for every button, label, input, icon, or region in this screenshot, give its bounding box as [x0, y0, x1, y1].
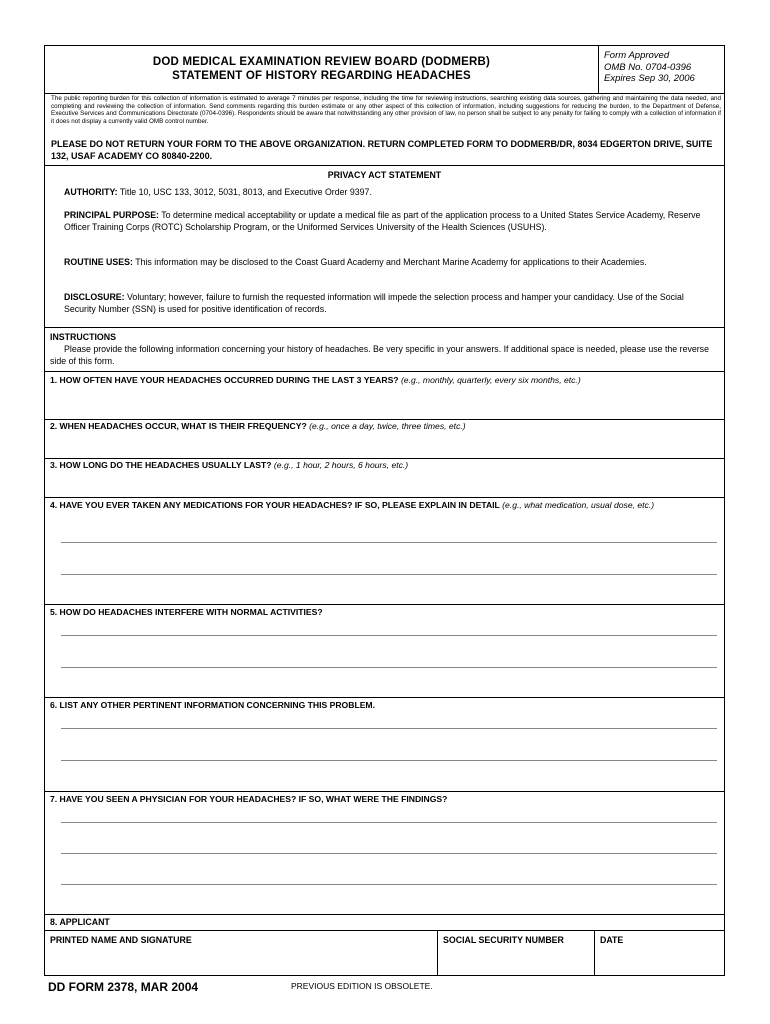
divider [45, 697, 724, 698]
routine-label: ROUTINE USES: [64, 257, 133, 267]
omb-number: OMB No. 0704-0396 [604, 61, 692, 73]
question-7: 7. HAVE YOU SEEN A PHYSICIAN FOR YOUR HEADACHES? IF SO, WHAT WERE THE FINDINGS? [50, 794, 448, 804]
question-1: 1. HOW OFTEN HAVE YOUR HEADACHES OCCURRED DURING THE LAST 3 YEARS? (e.g., monthly, quarterly, every six months, etc.) [50, 375, 581, 385]
authority-label: AUTHORITY: [64, 187, 118, 197]
date-field[interactable] [594, 931, 724, 976]
question-4: 4. HAVE YOU EVER TAKEN ANY MEDICATIONS FOR YOUR HEADACHES? IF SO, PLEASE EXPLAIN IN DETAIL (e.g., what medication, usual dose, etc.) [50, 500, 655, 510]
divider [45, 497, 724, 498]
divider [45, 165, 724, 166]
omb-approved: Form Approved [604, 50, 670, 61]
answer-line[interactable] [61, 853, 717, 854]
answer-line[interactable] [61, 574, 717, 575]
applicant-heading: 8. APPLICANT [50, 917, 110, 927]
title-line-1: DOD MEDICAL EXAMINATION REVIEW BOARD (DODMERB) [152, 56, 491, 68]
name-signature-label: PRINTED NAME AND SIGNATURE [50, 935, 192, 945]
divider [45, 604, 724, 605]
omb-expiry: Expires Sep 30, 2006 [604, 73, 695, 84]
privacy-title: PRIVACY ACT STATEMENT [327, 170, 442, 180]
form-title [45, 55, 598, 83]
answer-line[interactable] [61, 542, 717, 543]
question-2: 2. WHEN HEADACHES OCCUR, WHAT IS THEIR FREQUENCY? (e.g., once a day, twice, three times, etc.) [50, 421, 466, 431]
ssn-field[interactable] [437, 931, 594, 976]
instructions-text: Please provide the following information concerning your history of headaches. Be very specific in your answers. If additional space is needed, please use the reverse side of this form. [50, 344, 709, 366]
burden-statement: The public reporting burden for this collection of information is estimated to average 7 minutes per response, including the time for reviewing instructions, searching existing data sources, gathering and maintaining the data needed, and completing and reviewing the collection of information. Send comments regarding this burden estimate or any other aspect of this collection of information, including suggestions for reducing the burden, to the Department of Defense, Executive Services and Communications Directorate (0704-0396). Respondents should be aware that notwithstanding any other provision of law, no person shall be subject to any penalty for failing to comply with a collection of information if it does not display a currently valid OMB control number. [51, 95, 721, 126]
title-line-2: STATEMENT OF HISTORY REGARDING HEADACHES [172, 70, 471, 82]
authority-paragraph [64, 187, 709, 199]
authority-text: Title 10, USC 133, 3012, 5031, 8013, and Executive Order 9397. [117, 187, 372, 197]
divider [45, 371, 724, 372]
disclosure-text: Voluntary; however, failure to furnish the requested information will impede the selection process and hamper your candidacy. Use of the Social Security Number (SSN) is used for positive identification of records. [64, 292, 684, 314]
form-frame [44, 45, 725, 976]
purpose-label: PRINCIPAL PURPOSE: [64, 210, 159, 220]
divider [45, 327, 724, 328]
form-header [45, 46, 724, 94]
answer-line[interactable] [61, 667, 717, 668]
answer-line[interactable] [61, 884, 717, 885]
answer-line[interactable] [61, 822, 717, 823]
answer-line[interactable] [61, 728, 717, 729]
question-3: 3. HOW LONG DO THE HEADACHES USUALLY LAST? (e.g., 1 hour, 2 hours, 6 hours, etc.) [50, 460, 409, 470]
return-notice: PLEASE DO NOT RETURN YOUR FORM TO THE ABOVE ORGANIZATION. RETURN COMPLETED FORM TO DODMERB/DR, 8034 EDGERTON DRIVE, SUITE 132, USAF ACADEMY CO 80840-2200. [51, 139, 713, 161]
signature-row [45, 930, 724, 976]
routine-uses-paragraph [64, 257, 709, 269]
obsolete-notice: PREVIOUS EDITION IS OBSOLETE. [291, 981, 433, 991]
name-signature-field[interactable] [45, 931, 437, 976]
question-5: 5. HOW DO HEADACHES INTERFERE WITH NORMAL ACTIVITIES? [50, 607, 323, 617]
date-label: DATE [600, 935, 624, 945]
divider [45, 791, 724, 792]
disclosure-label: DISCLOSURE: [64, 292, 125, 302]
ssn-label: SOCIAL SECURITY NUMBER [443, 935, 564, 945]
answer-line[interactable] [61, 635, 717, 636]
omb-box [598, 46, 724, 93]
instructions-heading: INSTRUCTIONS [50, 332, 116, 342]
divider [45, 914, 724, 915]
purpose-text: To determine medical acceptability or update a medical file as part of the application process to a United States Service Academy, Reserve Officer Training Corps (ROTC) Scholarship Program, or the Uniformed Services University of the Health Sciences (USUHS). [64, 210, 701, 232]
form-id: DD FORM 2378, MAR 2004 [48, 980, 199, 994]
divider [45, 419, 724, 420]
question-6: 6. LIST ANY OTHER PERTINENT INFORMATION CONCERNING THIS PROBLEM. [50, 700, 375, 710]
disclosure-paragraph [64, 292, 709, 315]
routine-text: This information may be disclosed to the Coast Guard Academy and Merchant Marine Academy for applications to their Academies. [132, 257, 647, 267]
purpose-paragraph [64, 210, 709, 233]
divider [45, 458, 724, 459]
answer-line[interactable] [61, 760, 717, 761]
